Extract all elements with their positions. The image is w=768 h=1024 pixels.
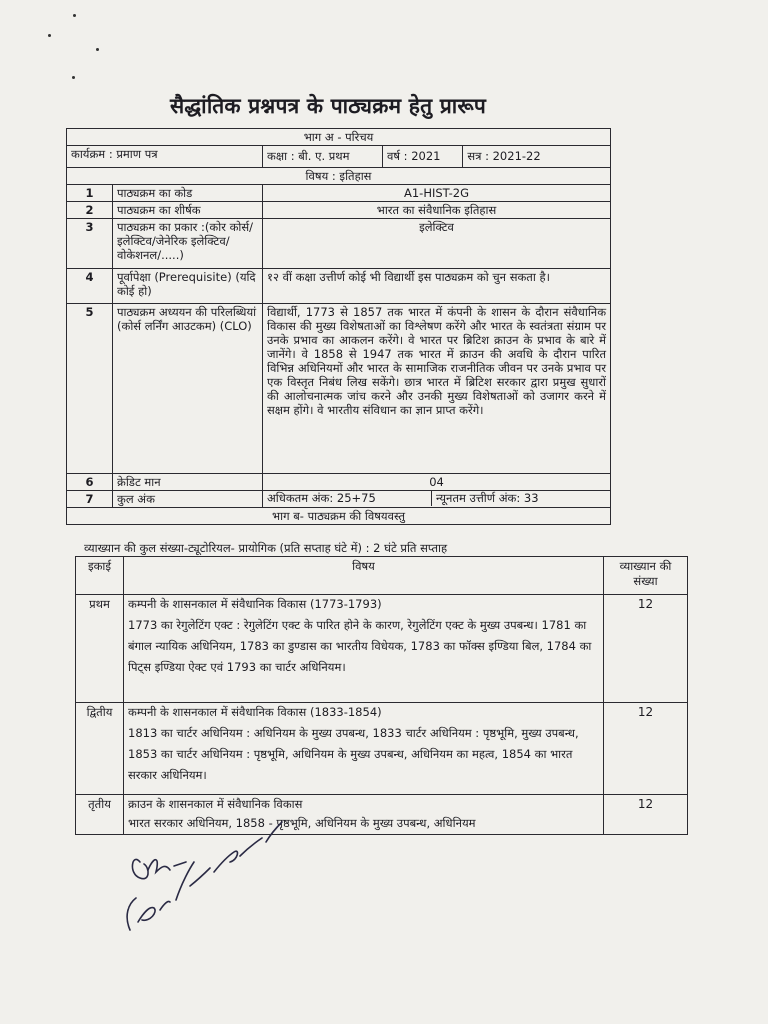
min-pass-marks: न्यूनतम उत्तीर्ण अंक: 33 [431, 491, 610, 506]
prerequisite-value: १२ वीं कक्षा उत्तीर्ण कोई भी विद्यार्थी इस पाठ्यक्रम को चुन सकता है। [263, 269, 611, 304]
lectures-column-header: व्याख्यान की संख्या [604, 557, 688, 595]
row-number: 1 [67, 185, 113, 202]
unit-lectures: 12 [604, 795, 688, 835]
unit-body: 1813 का चार्टर अधिनियम : अधिनियम के मुख्य उपबन्ध, 1833 चार्टर अधिनियम : पृष्ठभूमि, मुख्य उपबन्ध, 1853 का चार्टर अधिनियम : पृष्ठभूमि, अधिनियम के मुख्य उपबन्ध, अधिनियम का महत्व, 1854 का भारत सरकार अधिनियम। [128, 726, 579, 782]
row-label-clo: पाठ्यक्रम अध्ययन की परिलब्धियां (कोर्स लर्निंग आउटकम) (CLO) [113, 304, 263, 474]
credit-value: 04 [263, 474, 611, 491]
scan-speck [96, 48, 99, 51]
unit-name: प्रथम [76, 595, 124, 703]
scan-speck [73, 14, 76, 17]
table-row [76, 595, 688, 703]
scan-speck [72, 76, 75, 79]
table-row [76, 703, 688, 795]
unit-name: द्वितीय [76, 703, 124, 795]
marks-cell [263, 491, 611, 508]
unit-content [124, 703, 604, 795]
page-title: सैद्धांतिक प्रश्नपत्र के पाठ्यक्रम हेतु प्रारूप [170, 94, 487, 118]
unit-heading: कम्पनी के शासनकाल में संवैधानिक विकास (1833-1854) [128, 705, 382, 719]
unit-lectures: 12 [604, 595, 688, 703]
row-number: 7 [67, 491, 113, 508]
unit-heading: क्राउन के शासनकाल में संवैधानिक विकास [128, 797, 303, 811]
row-label-course-code: पाठ्यक्रम का कोड [113, 185, 263, 202]
class-year-session-cell [263, 146, 611, 168]
row-label-course-type: पाठ्यक्रम का प्रकार :(कोर कोर्स/इलेक्टिव/जेनेरिक इलेक्टिव/वोकेशनल/.....) [113, 219, 263, 269]
session-field: सत्र : 2021-22 [462, 146, 610, 167]
clo-value: विद्यार्थी, 1773 से 1857 तक भारत में कंपनी के शासन के दौरान संवैधानिक विकास की मुख्य विशेषताओं का विश्लेषण करेंगे और भारत के स्वतंत्रता संग्राम पर उनके प्रभाव का आकलन करेंगे। वे भारत पर ब्रिटिश क्राउन के प्रभाव के बारे में जानेंगे। वे 1858 से 1947 तक भारत में क्राउन की अवधि के दौरान पारित विभिन्न अधिनियमों और भारत के सामाजिक राजनीतिक जीवन पर उनके प्रभाव पर एक विस्तृत निबंध लिख सकेंगे। छात्र भारत में ब्रिटिश सरकार द्वारा प्रमुख सुधारों की आलोचनात्मक जांच करने और उनकी मुख्य विशेषताओं को उजागर करने में सक्षम होंगे। वे भारतीय संविधान का ज्ञान प्राप्त करेंगे। [263, 304, 611, 474]
lecture-count-line: व्याख्यान की कुल संख्या-ट्यूटोरियल- प्रायोगिक (प्रति सप्ताह घंटे में) : 2 घंटे प्रति सप्ताह [84, 541, 448, 555]
row-label-credit: क्रेडिट मान [113, 474, 263, 491]
intro-table [66, 128, 611, 525]
max-marks: अधिकतम अंक: 25+75 [267, 491, 376, 505]
signature-image [110, 812, 310, 942]
part-b-heading: भाग ब- पाठ्यक्रम की विषयवस्तु [67, 508, 611, 525]
row-label-course-title: पाठ्यक्रम का शीर्षक [113, 202, 263, 219]
unit-column-header: इकाई [76, 557, 124, 595]
year-field: वर्ष : 2021 [382, 146, 462, 167]
row-number: 5 [67, 304, 113, 474]
unit-content [124, 595, 604, 703]
course-title-value: भारत का संवैधानिक इतिहास [263, 202, 611, 219]
class-field: कक्षा : बी. ए. प्रथम [267, 149, 350, 163]
row-number: 4 [67, 269, 113, 304]
scan-speck [48, 34, 51, 37]
row-label-prerequisite: पूर्वापेक्षा (Prerequisite) (यदि कोई हो) [113, 269, 263, 304]
unit-body: भारत सरकार अधिनियम, 1858 - पृष्ठभूमि, अधिनियम के मुख्य उपबन्ध, अधिनियम [128, 816, 476, 830]
topic-column-header: विषय [124, 557, 604, 595]
row-label-total-marks: कुल अंक [113, 491, 263, 508]
unit-body: 1773 का रेगुलेटिंग एक्ट : रेगुलेटिंग एक्ट के पारित होने के कारण, रेगुलेटिंग एक्ट के मुख्य उपबन्ध। 1781 का बंगाल न्यायिक अधिनियम, 1783 का डुण्डास का भारतीय विधेयक, 1783 का फॉक्स इण्डिया बिल, 1784 का पिट्स इण्डिया ऐक्ट एवं 1793 का चार्टर अधिनियम। [128, 618, 592, 674]
unit-lectures: 12 [604, 703, 688, 795]
unit-heading: कम्पनी के शासनकाल में संवैधानिक विकास (1773-1793) [128, 597, 382, 611]
row-number: 3 [67, 219, 113, 269]
row-number: 2 [67, 202, 113, 219]
subject-heading: विषय : इतिहास [67, 168, 611, 185]
row-number: 6 [67, 474, 113, 491]
program-cell: कार्यक्रम : प्रमाण पत्र [67, 146, 263, 168]
unit-name: तृतीय [76, 795, 124, 835]
course-type-value: इलेक्टिव [263, 219, 611, 269]
part-a-heading: भाग अ - परिचय [67, 129, 611, 146]
course-code-value: A1-HIST-2G [263, 185, 611, 202]
course-content-table [75, 556, 688, 835]
